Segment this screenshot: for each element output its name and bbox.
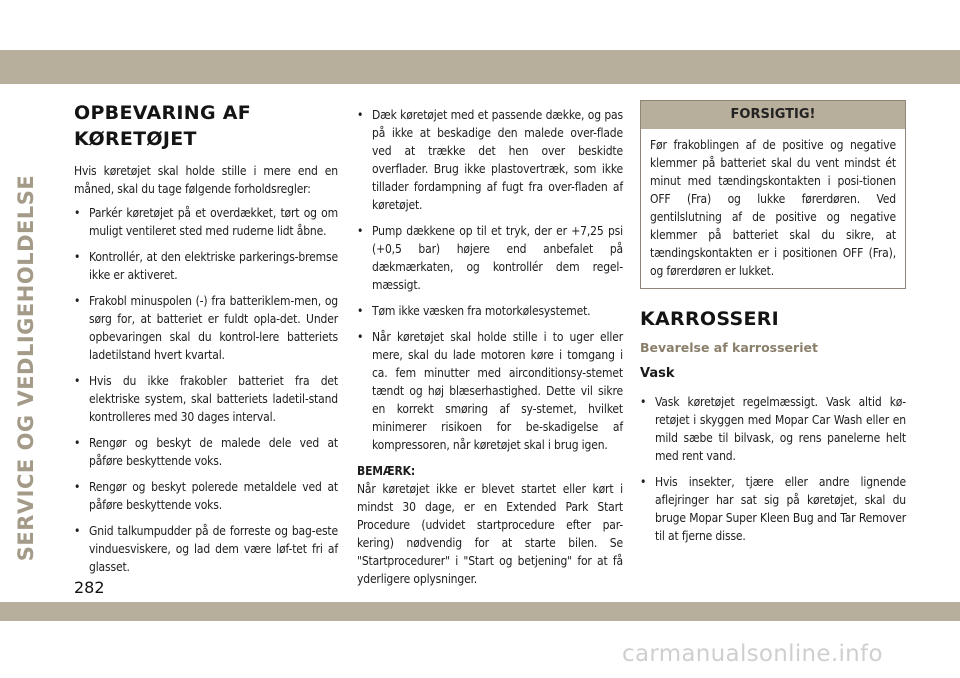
list-item (640, 393, 906, 465)
list-item-text: Når køretøjet skal holde stille i to uger eller mere, skal du lade motoren køre i tomgang i ca. fem minutter med airconditionsy-stemet tændt og høj blæserhastighed. Dette vil sikre en korrekt smøring af sy-stemet, hvilket minimerer risikoen for be-skadigelse af kompressoren, når køretøjet skal i brug igen. (372, 330, 623, 452)
body-heading: KARROSSERI (640, 308, 780, 330)
top-band (0, 50, 960, 84)
list-item (74, 248, 338, 284)
storage-bullet-list-2 (357, 106, 623, 454)
list-item (74, 434, 338, 470)
list-item (74, 292, 338, 364)
bullet-icon: • (640, 395, 647, 409)
bullet-icon: • (74, 480, 81, 494)
list-item-text: Hvis du ikke frakobler batteriet fra det elektriske system, skal batteriets ladetil-stand kontrolleres med 30 dages interval. (89, 374, 338, 424)
list-item-text: Gnid talkumpudder på de forreste og bag-este vinduesviskere, og lad dem være løf-tet fri af glasset. (89, 524, 338, 574)
caution-body (641, 129, 905, 288)
list-item-text: Tøm ikke væsken fra motorkølesystemet. (372, 304, 591, 318)
list-item-text: Vask køretøjet regelmæssigt. Vask altid kø-retøjet i skyggen med Mopar Car Wash eller en mild sæbe til bilvask, og rens panelerne helt med rent vand. (655, 395, 906, 463)
bottom-band (0, 602, 960, 621)
caution-text: Før frakoblingen af de positive og negative klemmer på batteriet skal du vent mindst ét minut med tændingskontakten i posi-tionen OFF (Fra) og lukke førerdøren. Ved gentilslutning af de positive og negative klemmer på batteriet skal du sikre, at tændingskontakten er i positionen OFF (Fra), og førerdøren er lukket. (650, 138, 896, 278)
list-item-text: Pump dækkene op til et tryk, der er +7,25 psi (+0,5 bar) højere end anbefalet på dækmærkaten, og kontrollér dem regel-mæssigt. (372, 224, 623, 292)
storage-bullet-list-1 (74, 204, 338, 576)
list-item (74, 204, 338, 240)
storage-heading-line1: OPBEVARING AF (74, 102, 252, 124)
caution-title: FORSIGTIG! (641, 101, 905, 129)
list-item-text: Frakobl minuspolen (-) fra batteriklem-men, og sørg for, at batteriet er fuldt opla-det. Under opbevaringen skal du kontrol-lere batteriets ladetilstand hvert kvartal. (89, 294, 338, 362)
list-item-text: Parkér køretøjet på et overdækket, tørt og om muligt ventileret sted med ruderne lidt åbne. (89, 206, 338, 238)
column-2 (357, 106, 623, 588)
list-item (357, 302, 623, 320)
list-item-text: Kontrollér, at den elektriske parkerings-bremse ikke er aktiveret. (89, 250, 338, 282)
bullet-icon: • (74, 436, 81, 450)
bullet-icon: • (640, 475, 647, 489)
bullet-icon: • (357, 108, 364, 122)
list-item (357, 222, 623, 294)
bullet-icon: • (357, 330, 364, 344)
list-item (357, 328, 623, 454)
watermark: carmanualsonline.info (622, 641, 883, 667)
page-number: 282 (74, 578, 105, 597)
column-1 (74, 100, 338, 584)
list-item-text: Hvis insekter, tjære eller andre lignende aflejringer har sat sig på køretøjet, skal du bruge Mopar Super Kleen Bug and Tar Remover til at fjerne disse. (655, 475, 906, 543)
note-text: Når køretøjet ikke er blevet startet eller kørt i mindst 30 dage, er en Extended Park Start Procedure (udvidet startprocedure efter par-kering) nødvendig for at starte bilen. Se "Startprocedurer" i "Start og betjening" for at få yderligere oplysninger. (357, 482, 623, 586)
bullet-icon: • (74, 294, 81, 308)
wash-heading: Vask (640, 366, 675, 381)
section-side-label: SERVICE OG VEDLIGEHOLDELSE (14, 174, 38, 562)
list-item (74, 478, 338, 514)
bullet-icon: • (74, 250, 81, 264)
storage-heading (74, 100, 338, 152)
list-item (74, 522, 338, 576)
list-item (357, 106, 623, 214)
list-item-text: Dæk køretøjet med et passende dække, og pas på ikke at beskadige den malede over-flade ved at trække det hen over beskidte overflader. Brug ikke plastovertræk, som ikke tillader fordampning af fugt fra over-fladen af køretøjet. (372, 108, 623, 212)
caution-box (640, 100, 906, 289)
bullet-icon: • (74, 374, 81, 388)
bullet-icon: • (74, 206, 81, 220)
list-item-text: Rengør og beskyt de malede dele ved at påføre beskyttende voks. (89, 436, 338, 468)
column-3 (640, 100, 906, 553)
note-label: BEMÆRK: (357, 464, 416, 478)
storage-intro: Hvis køretøjet skal holde stille i mere end en måned, skal du tage følgende forholdsregler: (74, 164, 338, 196)
bullet-icon: • (357, 304, 364, 318)
bullet-icon: • (357, 224, 364, 238)
wash-bullet-list (640, 393, 906, 545)
storage-heading-line2: KØRETØJET (74, 128, 197, 150)
list-item-text: Rengør og beskyt polerede metaldele ved at påføre beskyttende voks. (89, 480, 338, 512)
list-item (640, 473, 906, 545)
body-subheading: Bevarelse af karrosseriet (640, 340, 818, 355)
list-item (74, 372, 338, 426)
bullet-icon: • (74, 524, 81, 538)
